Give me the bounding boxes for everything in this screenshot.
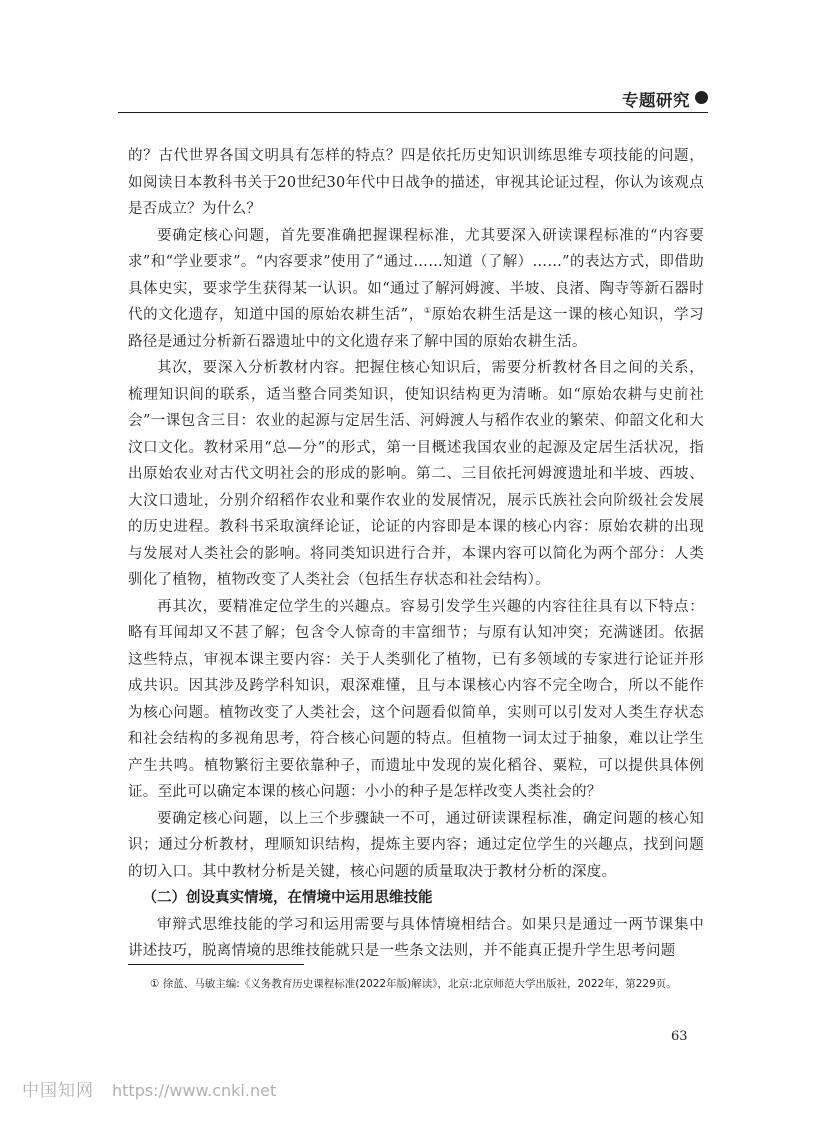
footnote-marker[interactable]: ①: [423, 306, 432, 316]
paragraph: 的？古代世界各国文明具有怎样的特点？四是依托历史知识训练思维专项技能的问题，如阅读日本教科书关于20世纪30年代中日战争的描述，审视其论证过程，你认为该观点是否成立？为什么？: [128, 148, 704, 217]
section-title: 专题研究: [622, 91, 690, 110]
page-number: 63: [671, 1029, 688, 1044]
watermark-url: https://www.cnki.net: [112, 1081, 277, 1100]
bullet-dot-icon: [695, 91, 708, 104]
paragraph-text: 原始农耕生活是这一课的核心知识，学习路径是通过分析新石器遗址中的文化遗存来了解中国的原始农耕生活。: [128, 307, 704, 350]
watermark: [22, 1076, 276, 1101]
section-heading: （二）创设真实情境，在情境中运用思维技能: [142, 890, 433, 906]
paragraph: [128, 223, 704, 356]
footnote-rule: [128, 964, 304, 965]
watermark-name: 中国知网: [22, 1081, 94, 1101]
paragraph: 其次，要深入分析教材内容。把握住核心知识后，需要分析教材各目之间的关系，梳理知识间的联系，适当整合同类知识，使知识结构更为清晰。如“原始农耕与史前社会”一课包含三目：农业的起源与定居生活、河姆渡人与稻作农业的繁荣、仰韶文化和大汶口文化。教材采用“总—分”的形式，第一目概述我国农业的起源及定居生活状况，指出原始农业对古代文明社会的形成的影响。第二、三目依托河姆渡遗址和半坡、西坡、大汶口遗址，分别介绍稻作农业和粟作农业的发展情况，展示氏族社会向阶级社会发展的历史进程。教科书采取演绎论证，论证的内容即是本课的核心内容：原始农耕的出现与发展对人类社会的影响。将同类知识进行合并，本课内容可以简化为两个部分：人类驯化了植物，植物改变了人类社会（包括生存状态和社会结构）。: [128, 360, 704, 588]
paragraph: 再其次，要精准定位学生的兴趣点。容易引发学生兴趣的内容往往具有以下特点：略有耳闻却又不甚了解；包含令人惊奇的丰富细节；与原有认知冲突；充满谜团。依据这些特点，审视本课主要内容：关于人类驯化了植物，已有多领域的专家进行论证并形成共识。因其涉及跨学科知识，艰深难懂，且与本课核心内容不完全吻合，所以不能作为核心问题。植物改变了人类社会，这个问题看似简单，实则可以引发对人类生存状态和社会结构的多视角思考，符合核心问题的特点。但植物一词太过于抽象，难以让学生产生共鸣。植物繁衍主要依靠种子，而遗址中发现的炭化稻谷、粟粒，可以提供具体例证。至此可以确定本课的核心问题：小小的种子是怎样改变人类社会的？: [128, 598, 704, 800]
running-header: [118, 83, 708, 113]
article-body: [128, 143, 704, 965]
paragraph: 要确定核心问题，以上三个步骤缺一不可，通过研读课程标准，确定问题的核心知识；通过分析教材，理顺知识结构，提炼主要内容；通过定位学生的兴趣点，找到问题的切入口。其中教材分析是关键，核心问题的质量取决于教材分析的深度。: [128, 810, 704, 880]
header-rule: [118, 112, 708, 113]
paragraph: 审辩式思维技能的学习和运用需要与具体情境相结合。如果只是通过一两节课集中讲述技巧，脱离情境的思维技能就只是一些条文法则，并不能真正提升学生思考问题: [128, 916, 704, 959]
paragraph-text: 要确定核心问题，首先要准确把握课程标准，尤其要深入研读课程标准的“内容要求”和“学业要求”。“内容要求”使用了“通过……知道（了解）……”的表达方式，即借助具体史实，要求学生获得某一认识。如“通过了解河姆渡、半坡、良渚、陶寺等新石器时代的文化遗存，知道中国的原始农耕生活”，: [128, 227, 704, 323]
footnote: ① 徐蓝、马敏主编:《义务教育历史课程标准(2022年版)解读》，北京:北京师范大学出版社，2022年，第229页。: [150, 978, 677, 990]
